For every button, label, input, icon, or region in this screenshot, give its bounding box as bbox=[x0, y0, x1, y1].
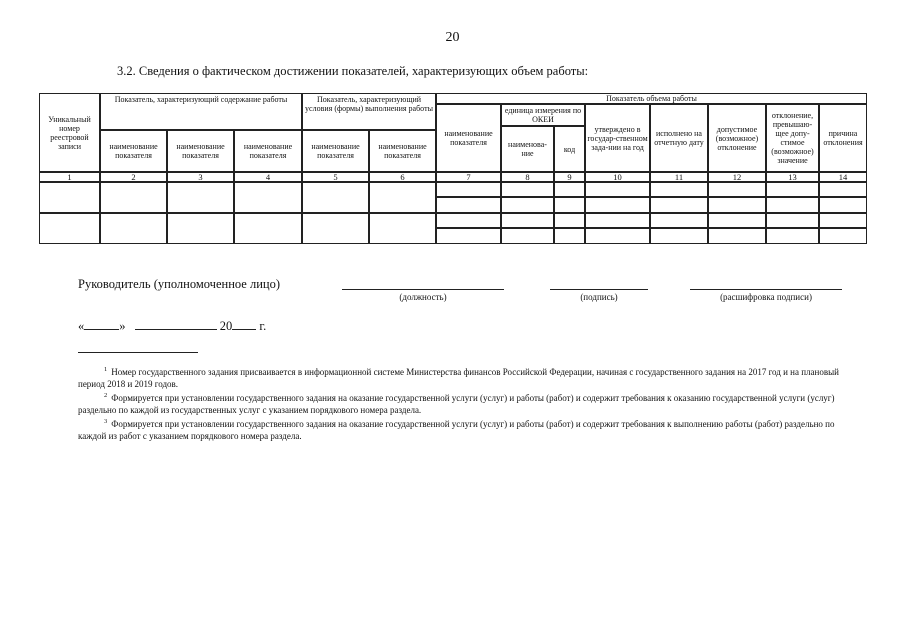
header-okei-code: код bbox=[554, 126, 585, 172]
column-number-11: 11 bbox=[650, 172, 708, 182]
volume-row-1-deviation-reason[interactable] bbox=[819, 182, 867, 197]
column-number-14: 14 bbox=[819, 172, 867, 182]
record-row-2-unique-number[interactable] bbox=[39, 213, 100, 244]
volume-indicators-table bbox=[0, 0, 905, 260]
header-content-indicator-group: Показатель, характеризующий содержание работы bbox=[100, 93, 302, 130]
volume-row-1-okei-code[interactable] bbox=[554, 182, 585, 197]
date-year-field[interactable] bbox=[232, 317, 256, 330]
record-row-1-content-indicator-2[interactable] bbox=[167, 182, 234, 213]
volume-row-4-okei-name[interactable] bbox=[501, 228, 554, 244]
column-number-13: 13 bbox=[766, 172, 819, 182]
date-year-suffix: г. bbox=[259, 319, 267, 333]
volume-row-1-executed[interactable] bbox=[650, 182, 708, 197]
record-row-1-unique-number[interactable] bbox=[39, 182, 100, 213]
column-number-5: 5 bbox=[302, 172, 369, 182]
header-executed-on-date: исполнено на отчетную дату bbox=[650, 104, 708, 172]
volume-row-2-allowed-deviation[interactable] bbox=[708, 197, 766, 213]
volume-row-4-deviation-reason[interactable] bbox=[819, 228, 867, 244]
column-number-4: 4 bbox=[234, 172, 302, 182]
volume-row-3-indicator-name[interactable] bbox=[436, 213, 501, 228]
volume-row-3-approved[interactable] bbox=[585, 213, 650, 228]
signature-decoding-caption: (расшифровка подписи) bbox=[720, 292, 812, 302]
footnote-2-text: Формируется при установлении государственного задания на оказание государственной услуги (услуг) и работы (работ) и содержит требования к оказанию государственной услуги (услуг) раздельно по каждой из государственных услуг с указанием порядкового номера раздела. bbox=[78, 393, 835, 415]
volume-row-1-allowed-deviation[interactable] bbox=[708, 182, 766, 197]
volume-row-3-executed[interactable] bbox=[650, 213, 708, 228]
header-conditions-indicator-1: наименование показателя bbox=[302, 130, 369, 172]
date-year-prefix: 20 bbox=[219, 319, 233, 333]
volume-row-4-approved[interactable] bbox=[585, 228, 650, 244]
date-day-field[interactable] bbox=[84, 317, 119, 330]
signature-field[interactable] bbox=[550, 289, 648, 290]
page-number: 20 bbox=[445, 30, 460, 45]
footnote-1-mark: 1 bbox=[104, 366, 108, 373]
column-number-8: 8 bbox=[501, 172, 554, 182]
volume-row-1-approved[interactable] bbox=[585, 182, 650, 197]
volume-row-4-executed[interactable] bbox=[650, 228, 708, 244]
footnote-1-text: Номер государственного задания присваивается в информационной системе Министерства финансов Российской Федерации, начиная с государственного задания на 2017 год и на плановый период 2018 и 2019 годов. bbox=[78, 367, 839, 389]
record-row-1-content-indicator-1[interactable] bbox=[100, 182, 167, 213]
position-caption: (должность) bbox=[399, 292, 447, 302]
volume-row-1-exceeding-deviation[interactable] bbox=[766, 182, 819, 197]
volume-row-1-indicator-name[interactable] bbox=[436, 182, 501, 197]
volume-row-2-executed[interactable] bbox=[650, 197, 708, 213]
signature-caption: (подпись) bbox=[580, 292, 618, 302]
column-number-7: 7 bbox=[436, 172, 501, 182]
column-number-6: 6 bbox=[369, 172, 436, 182]
column-number-1: 1 bbox=[39, 172, 100, 182]
signature-decoding-field[interactable] bbox=[690, 289, 842, 290]
volume-row-2-indicator-name[interactable] bbox=[436, 197, 501, 213]
volume-row-2-okei-code[interactable] bbox=[554, 197, 585, 213]
record-row-2-conditions-indicator-2[interactable] bbox=[369, 213, 436, 244]
volume-row-4-okei-code[interactable] bbox=[554, 228, 585, 244]
position-field[interactable] bbox=[342, 289, 504, 290]
header-approved-in-task: утверждено в государ-ственном зада-нии на год bbox=[585, 104, 650, 172]
signing-date-line bbox=[78, 317, 266, 334]
record-row-1-conditions-indicator-2[interactable] bbox=[369, 182, 436, 213]
date-close-quote: » bbox=[119, 319, 126, 333]
header-volume-indicator-group: Показатель объема работы bbox=[436, 93, 867, 104]
footnote-2-mark: 2 bbox=[104, 392, 108, 399]
header-content-indicator-3: наименование показателя bbox=[234, 130, 302, 172]
header-content-indicator-1: наименование показателя bbox=[100, 130, 167, 172]
volume-row-2-approved[interactable] bbox=[585, 197, 650, 213]
volume-row-4-indicator-name[interactable] bbox=[436, 228, 501, 244]
date-open-quote: « bbox=[78, 319, 85, 333]
footnote-3-text: Формируется при установлении государственного задания на оказание государственной услуги (услуг) и работы (работ) и содержит требования к выполнению работы (работ) раздельно по каждой из работ с указанием порядкового номера раздела. bbox=[78, 419, 835, 441]
volume-row-2-exceeding-deviation[interactable] bbox=[766, 197, 819, 213]
volume-row-2-deviation-reason[interactable] bbox=[819, 197, 867, 213]
header-okei-unit-group: единица измерения по ОКЕИ bbox=[501, 104, 585, 126]
record-row-1-content-indicator-3[interactable] bbox=[234, 182, 302, 213]
header-unique-record-number: Уникальный номер реестровой записи bbox=[39, 93, 100, 172]
footnote-3 bbox=[78, 416, 863, 442]
column-number-2: 2 bbox=[100, 172, 167, 182]
footnote-1 bbox=[78, 364, 863, 390]
column-number-10: 10 bbox=[585, 172, 650, 182]
date-month-field[interactable] bbox=[135, 317, 217, 330]
header-conditions-indicator-group: Показатель, характеризующий условия (формы) выполнения работы bbox=[302, 93, 436, 130]
record-row-2-content-indicator-1[interactable] bbox=[100, 213, 167, 244]
column-number-3: 3 bbox=[167, 172, 234, 182]
record-row-2-content-indicator-3[interactable] bbox=[234, 213, 302, 244]
section-heading: 3.2. Сведения о фактическом достижении показателей, характеризующих объем работы: bbox=[117, 64, 589, 78]
volume-row-3-allowed-deviation[interactable] bbox=[708, 213, 766, 228]
volume-row-4-allowed-deviation[interactable] bbox=[708, 228, 766, 244]
header-content-indicator-2: наименование показателя bbox=[167, 130, 234, 172]
footnote-2 bbox=[78, 390, 863, 416]
header-deviation-reason: причина отклонения bbox=[819, 104, 867, 172]
footnotes bbox=[78, 364, 863, 442]
record-row-2-content-indicator-2[interactable] bbox=[167, 213, 234, 244]
column-number-12: 12 bbox=[708, 172, 766, 182]
footnote-3-mark: 3 bbox=[104, 418, 108, 425]
footnote-separator bbox=[78, 352, 198, 353]
volume-row-3-deviation-reason[interactable] bbox=[819, 213, 867, 228]
volume-row-1-okei-name[interactable] bbox=[501, 182, 554, 197]
header-allowed-deviation: допустимое (возможное) отклонение bbox=[708, 104, 766, 172]
volume-row-3-exceeding-deviation[interactable] bbox=[766, 213, 819, 228]
column-number-9: 9 bbox=[554, 172, 585, 182]
volume-row-4-exceeding-deviation[interactable] bbox=[766, 228, 819, 244]
header-okei-name: наименова-ние bbox=[501, 126, 554, 172]
volume-row-3-okei-code[interactable] bbox=[554, 213, 585, 228]
signatory-lead-text: Руководитель (уполномоченное лицо) bbox=[78, 277, 281, 291]
record-row-2-conditions-indicator-1[interactable] bbox=[302, 213, 369, 244]
header-exceeding-deviation: отклонение, превышаю-щее допу-стимое (возможное) значение bbox=[766, 104, 819, 172]
header-volume-indicator-name: наименование показателя bbox=[436, 104, 501, 172]
header-conditions-indicator-2: наименование показателя bbox=[369, 130, 436, 172]
volume-row-2-okei-name[interactable] bbox=[501, 197, 554, 213]
record-row-1-conditions-indicator-1[interactable] bbox=[302, 182, 369, 213]
volume-row-3-okei-name[interactable] bbox=[501, 213, 554, 228]
